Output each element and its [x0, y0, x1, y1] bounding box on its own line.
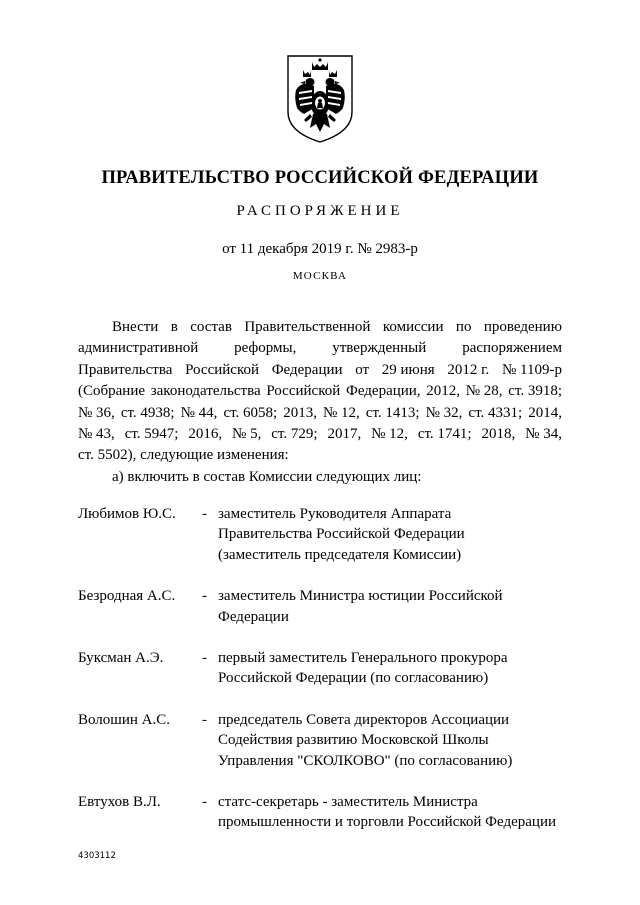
member-position-line: председатель Совета директоров Ассоциации — [218, 711, 510, 728]
member-position-line: статс-секретарь - заместитель Министра — [218, 794, 478, 811]
body-word: ст. 1741; — [417, 426, 472, 443]
member-dash: - — [202, 650, 207, 667]
body-sub-item: а) включить в состав Комиссии следующих лиц: — [112, 468, 422, 485]
document-city: МОСКВА — [292, 270, 348, 282]
body-word: распоряжением — [462, 340, 562, 357]
member-position-line: Российской Федерации (по согласованию) — [218, 670, 489, 687]
body-word: ст. 3918; — [508, 383, 562, 400]
member-dash: - — [202, 711, 207, 728]
body-word: Правительства — [78, 361, 173, 378]
body-word: № 36, — [78, 404, 115, 421]
body-line — [78, 338, 562, 359]
member-row — [78, 792, 578, 833]
body-word: ст. 729; — [271, 426, 318, 443]
member-name: Любимов Ю.С. — [78, 506, 176, 522]
member-position-line: заместитель Министра юстиции Российской — [218, 588, 503, 605]
member-name: Волошин А.С. — [78, 711, 170, 728]
body-word: № 34, — [525, 426, 562, 443]
member-position — [218, 648, 578, 689]
body-word: ст. 4938; — [120, 404, 175, 421]
member-position — [218, 586, 578, 627]
body-word: законодательства — [150, 383, 261, 400]
body-word: Федерации, — [345, 383, 421, 400]
member-position-line: Правительства Российской Федерации — [218, 526, 465, 543]
member-row — [78, 504, 578, 565]
body-word: № 5, — [232, 426, 262, 443]
member-row — [78, 710, 578, 771]
body-word: 2018, — [481, 426, 516, 443]
member-name: Безродная А.С. — [78, 588, 176, 605]
member-dash: - — [202, 506, 207, 522]
body-word: ст. 4331; — [468, 404, 523, 421]
page-title: ПРАВИТЕЛЬСТВО РОССИЙСКОЙ ФЕДЕРАЦИИ — [101, 168, 539, 188]
body-word: 2013, — [283, 404, 317, 421]
body-word: 29 июня — [381, 361, 435, 378]
body-word: № 43, — [78, 426, 115, 443]
body-word: Российской — [185, 361, 260, 378]
member-name: Евтухов В.Л. — [78, 794, 161, 811]
body-word: Федерации — [271, 361, 343, 378]
document-code: 4303112 — [78, 851, 116, 861]
body-word: по — [455, 319, 472, 335]
member-position-line: Содействия развитию Московской Школы — [218, 732, 489, 749]
member-position — [218, 792, 578, 833]
body-word: № 12, — [322, 404, 360, 421]
body-line — [78, 424, 562, 445]
member-row — [78, 586, 578, 627]
body-word: № 44, — [180, 404, 218, 421]
member-name: Буксман А.Э. — [78, 650, 164, 667]
body-line: ст. 5502), следующие изменения: — [78, 447, 289, 464]
body-word: № 32, — [425, 404, 463, 421]
body-word: 2012 г. — [447, 361, 490, 378]
member-position — [218, 504, 578, 565]
body-word: ст. 6058; — [223, 404, 278, 421]
member-position — [218, 710, 578, 771]
body-word: 2017, — [327, 426, 362, 443]
body-word: утвержденный — [332, 340, 427, 357]
body-word: состав — [190, 319, 232, 335]
coat-of-arms-icon — [272, 52, 368, 144]
body-word: 2014, — [528, 404, 562, 421]
order-body — [78, 317, 562, 488]
member-dash: - — [202, 588, 207, 605]
body-word: (Собрание — [78, 383, 146, 400]
body-line — [78, 381, 562, 402]
body-word: ст. 5947; — [124, 426, 179, 443]
members-list — [78, 504, 578, 854]
body-word: Российской — [266, 383, 341, 400]
body-word: Внести — [112, 319, 159, 335]
member-dash: - — [202, 794, 207, 811]
body-line — [78, 317, 562, 338]
member-position-line: заместитель Руководителя Аппарата — [218, 506, 452, 522]
body-word: реформы, — [234, 340, 297, 357]
body-word: административной — [78, 340, 199, 357]
body-word: № 1109-р — [501, 361, 562, 378]
member-position-line: Управления "СКОЛКОВО" (по согласованию) — [218, 752, 513, 769]
member-position-line: (заместитель председателя Комиссии) — [218, 546, 462, 563]
member-position-line: промышленности и торговли Российской Федерации — [218, 814, 556, 831]
body-line — [78, 360, 562, 381]
body-word: от — [355, 361, 370, 378]
member-row — [78, 648, 578, 689]
member-position-line: первый заместитель Генерального прокурора — [218, 650, 508, 667]
body-word: проведению — [483, 319, 562, 335]
body-word: Правительственной — [244, 319, 371, 335]
member-position-line: Федерации — [218, 608, 289, 625]
body-line — [78, 403, 562, 424]
body-word: 2012, — [426, 383, 461, 400]
body-word: ст. 1413; — [365, 404, 420, 421]
document-date-number: от 11 декабря 2019 г. № 2983-р — [222, 241, 418, 257]
body-word: № 28, — [465, 383, 503, 400]
body-word: 2016, — [188, 426, 223, 443]
body-word: комиссии — [382, 319, 444, 335]
document-type: РАСПОРЯЖЕНИЕ — [236, 203, 404, 219]
body-word: в — [170, 319, 178, 335]
body-word: № 12, — [371, 426, 408, 443]
